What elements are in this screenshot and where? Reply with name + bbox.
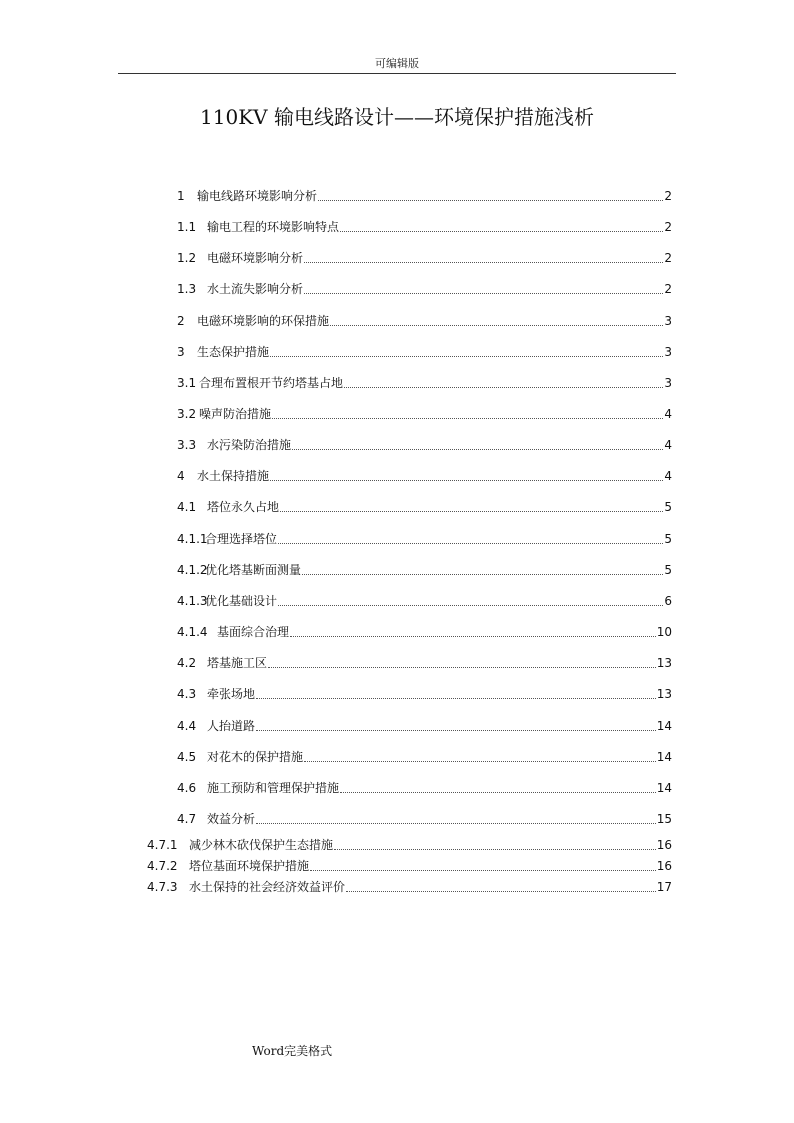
toc-entry[interactable]	[177, 531, 672, 547]
toc-entry[interactable]	[177, 468, 672, 484]
toc-entry-page: 16	[656, 859, 672, 873]
toc-entry[interactable]	[147, 837, 672, 853]
toc-entry[interactable]	[177, 718, 672, 734]
toc-entry-label: 生态保护措施	[197, 345, 270, 359]
toc-dot-leader	[344, 387, 663, 388]
toc-entry-label: 塔位基面环境保护措施	[189, 859, 310, 873]
toc-entry-number: 4.6	[177, 781, 197, 795]
toc-entry[interactable]	[147, 879, 672, 895]
toc-entry-label: 合理选择塔位	[205, 532, 278, 546]
toc-entry[interactable]	[177, 406, 672, 422]
toc-dot-leader	[256, 698, 656, 699]
toc-entry-page: 5	[664, 532, 672, 546]
toc-entry-page: 5	[664, 500, 672, 514]
toc-entry-number: 4	[177, 469, 185, 483]
toc-entry[interactable]	[177, 780, 672, 796]
toc-entry[interactable]	[177, 375, 672, 391]
toc-dot-leader	[346, 891, 656, 892]
toc-entry[interactable]	[177, 188, 672, 204]
toc-entry-page: 3	[664, 376, 672, 390]
toc-entry-number: 4.7.1	[147, 838, 178, 852]
toc-entry-page: 2	[664, 220, 672, 234]
toc-entry[interactable]	[177, 593, 672, 609]
toc-entry[interactable]	[177, 313, 672, 329]
toc-dot-leader	[280, 511, 663, 512]
toc-entry-number: 4.2	[177, 656, 197, 670]
toc-entry-label: 施工预防和管理保护措施	[207, 781, 340, 795]
toc-entry[interactable]	[177, 686, 672, 702]
toc-entry-number: 3.3	[177, 438, 197, 452]
toc-entry-label: 效益分析	[207, 812, 256, 826]
toc-entry-number: 4.4	[177, 719, 197, 733]
toc-dot-leader	[278, 543, 663, 544]
toc-dot-leader	[292, 449, 663, 450]
toc-entry[interactable]	[177, 624, 672, 640]
toc-entry[interactable]	[177, 811, 672, 827]
toc-dot-leader	[290, 636, 656, 637]
toc-dot-leader	[272, 418, 663, 419]
toc-entry-label: 基面综合治理	[217, 625, 290, 639]
toc-entry-page: 16	[656, 838, 672, 852]
toc-dot-leader	[304, 262, 663, 263]
toc-entry[interactable]	[177, 437, 672, 453]
toc-entry[interactable]	[177, 281, 672, 297]
toc-entry-number: 2	[177, 314, 185, 328]
toc-dot-leader	[304, 293, 663, 294]
toc-entry-label: 电磁环境影响分析	[207, 251, 304, 265]
toc-entry-number: 4.1	[177, 500, 197, 514]
toc-dot-leader	[278, 605, 663, 606]
toc-entry-number: 3.2	[177, 407, 197, 421]
toc-entry-label: 塔位永久占地	[207, 500, 280, 514]
toc-entry-number: 3.1	[177, 376, 197, 390]
toc-entry-page: 6	[664, 594, 672, 608]
toc-entry-number: 4.7	[177, 812, 197, 826]
toc-entry[interactable]	[177, 219, 672, 235]
toc-entry-page: 13	[656, 687, 672, 701]
toc-entry-number: 1.1	[177, 220, 197, 234]
toc-entry-page: 4	[664, 469, 672, 483]
toc-entry-label: 输电工程的环境影响特点	[207, 220, 340, 234]
toc-entry-label: 水土流失影响分析	[207, 282, 304, 296]
toc-dot-leader	[340, 792, 656, 793]
toc-dot-leader	[302, 574, 663, 575]
toc-entry-page: 4	[664, 407, 672, 421]
toc-entry-page: 2	[664, 251, 672, 265]
toc-entry-page: 15	[656, 812, 672, 826]
toc-entry-number: 1.3	[177, 282, 197, 296]
toc-entry-page: 3	[664, 314, 672, 328]
toc-entry-label: 对花木的保护措施	[207, 750, 304, 764]
toc-entry-page: 14	[656, 781, 672, 795]
toc-dot-leader	[270, 480, 663, 481]
toc-entry-page: 13	[656, 656, 672, 670]
toc-entry-page: 14	[656, 719, 672, 733]
toc-entry-number: 4.1.4	[177, 625, 208, 639]
toc-entry-label: 减少林木砍伐保护生态措施	[189, 838, 334, 852]
toc-entry-number: 4.7.2	[147, 859, 178, 873]
toc-entry-page: 5	[664, 563, 672, 577]
page-header: 可编辑版	[375, 57, 419, 70]
toc-entry-label: 合理布置根开节约塔基占地	[199, 376, 344, 390]
toc-entry-number: 1	[177, 189, 185, 203]
toc-entry-page: 3	[664, 345, 672, 359]
toc-entry-number: 3	[177, 345, 185, 359]
toc-entry[interactable]	[177, 250, 672, 266]
toc-entry-label: 塔基施工区	[207, 656, 268, 670]
toc-dot-leader	[334, 849, 656, 850]
toc-entry-label: 输电线路环境影响分析	[197, 189, 318, 203]
toc-entry[interactable]	[177, 749, 672, 765]
toc-dot-leader	[310, 870, 656, 871]
toc-dot-leader	[304, 761, 656, 762]
toc-entry-page: 2	[664, 189, 672, 203]
toc-entry[interactable]	[177, 562, 672, 578]
toc-dot-leader	[318, 200, 663, 201]
toc-entry-number: 1.2	[177, 251, 197, 265]
toc-dot-leader	[270, 356, 663, 357]
toc-entry-page: 14	[656, 750, 672, 764]
toc-entry-number: 4.1.1	[177, 532, 208, 546]
toc-entry-label: 水土保持的社会经济效益评价	[189, 880, 346, 894]
toc-entry-label: 水污染防治措施	[207, 438, 292, 452]
toc-dot-leader	[340, 231, 663, 232]
toc-entry[interactable]	[177, 655, 672, 671]
toc-dot-leader	[256, 730, 656, 731]
toc-entry-label: 牵张场地	[207, 687, 256, 701]
toc-entry-number: 4.1.2	[177, 563, 208, 577]
toc-entry-page: 4	[664, 438, 672, 452]
document-title: 110KV 输电线路设计——环境保护措施浅析	[200, 105, 594, 129]
toc-entry[interactable]	[177, 344, 672, 360]
toc-entry-label: 优化基础设计	[205, 594, 278, 608]
toc-entry-label: 水土保持措施	[197, 469, 270, 483]
toc-entry[interactable]	[177, 499, 672, 515]
toc-dot-leader	[256, 823, 656, 824]
toc-entry-number: 4.5	[177, 750, 197, 764]
toc-entry-label: 优化塔基断面测量	[205, 563, 302, 577]
toc-entry-label: 人抬道路	[207, 719, 256, 733]
toc-dot-leader	[268, 667, 656, 668]
toc-entry-label: 噪声防治措施	[199, 407, 272, 421]
page-footer: Word完美格式	[252, 1044, 333, 1058]
toc-entry[interactable]	[147, 858, 672, 874]
toc-entry-number: 4.7.3	[147, 880, 178, 894]
toc-entry-page: 17	[656, 880, 672, 894]
toc-entry-label: 电磁环境影响的环保措施	[197, 314, 330, 328]
toc-entry-page: 2	[664, 282, 672, 296]
toc-dot-leader	[330, 325, 663, 326]
toc-entry-page: 10	[656, 625, 672, 639]
toc-entry-number: 4.3	[177, 687, 197, 701]
toc-entry-number: 4.1.3	[177, 594, 208, 608]
header-rule	[118, 73, 676, 74]
